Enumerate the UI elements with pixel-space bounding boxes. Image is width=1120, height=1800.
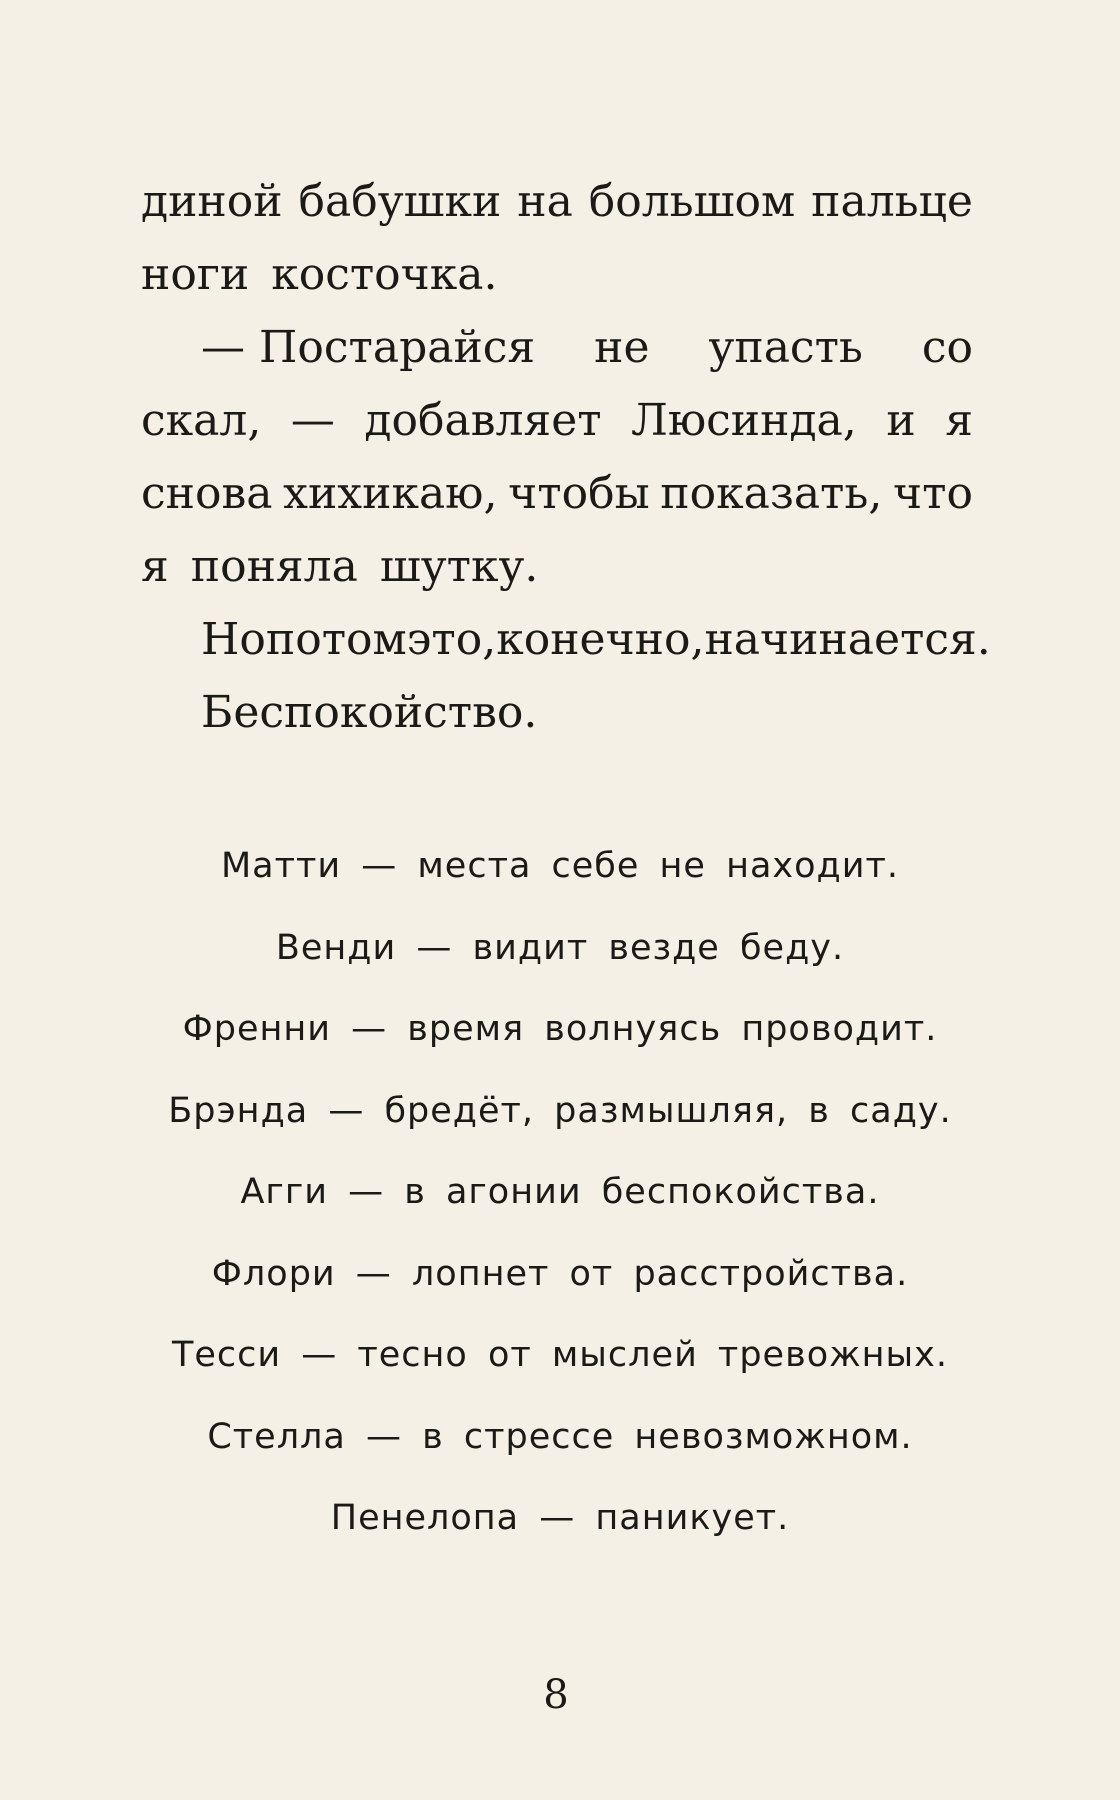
page-number: 8 (543, 1672, 569, 1718)
prose-line (141, 530, 973, 603)
word: снова (141, 468, 273, 519)
word: пальце (811, 176, 973, 227)
word: хихикаю, (283, 468, 498, 519)
word: поняла (190, 541, 358, 592)
word: потом (265, 614, 407, 665)
verse-line: Венди — видит везде беду. (275, 927, 845, 968)
verse-line: Тесси — тесно от мыслей тревожных. (171, 1335, 949, 1375)
word: Беспокойство. (201, 687, 538, 738)
verse-line: Френни — время волнуясь проводит. (182, 1009, 938, 1049)
prose-line (141, 676, 973, 749)
prose-line (141, 457, 973, 530)
verse-line: Флори — лопнет от расстройства. (211, 1253, 909, 1294)
verse-line: Пенелопа — паникует. (330, 1498, 790, 1538)
prose-block (141, 165, 991, 749)
prose-line (141, 311, 973, 384)
word: диной (141, 176, 283, 227)
word: не (594, 322, 650, 373)
word: бабушки (298, 176, 502, 227)
prose-line (141, 603, 991, 676)
word: добавляет (364, 395, 602, 446)
word: я (945, 395, 973, 446)
verse-line: Агги — в агонии беспокойства. (240, 1172, 880, 1212)
word: это, (406, 614, 497, 665)
word: я (141, 541, 169, 592)
prose-line (141, 238, 973, 311)
word: косточка. (271, 249, 498, 300)
word: скал, (141, 395, 262, 446)
prose-line (141, 384, 973, 457)
verse-line: Стелла — в стрессе невозможном. (207, 1416, 913, 1457)
word: конечно, (496, 614, 705, 665)
word: Но (201, 614, 266, 665)
word: Люсинда, (631, 395, 857, 446)
word: — Постарайся (201, 322, 536, 373)
word: со (921, 322, 973, 373)
word: начинается. (704, 614, 991, 665)
verse-block (0, 826, 1120, 1560)
word: ноги (141, 249, 250, 300)
word: и (886, 395, 916, 446)
word: показать, (660, 468, 883, 519)
word: шутку. (379, 541, 539, 592)
word: чтобы (508, 468, 650, 519)
word: на (517, 176, 573, 227)
word: — (290, 395, 335, 446)
prose-line (141, 165, 973, 238)
verse-line: Матти — места себе не находит. (220, 846, 900, 886)
word: большом (588, 176, 796, 227)
word: что (893, 468, 973, 519)
word: упасть (708, 322, 863, 373)
verse-line: Брэнда — бредёт, размышляя, в саду. (168, 1090, 952, 1131)
